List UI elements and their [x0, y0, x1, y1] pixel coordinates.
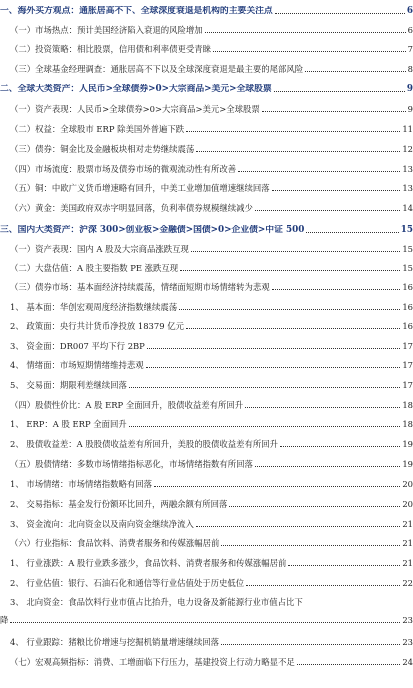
toc-entry[interactable]	[0, 538, 413, 548]
toc-entry-title: （二）投资策略：相比股票，信用债和利率债更受青睐	[10, 44, 211, 54]
toc-page-number: 17	[402, 380, 413, 390]
toc-entry[interactable]	[0, 439, 413, 449]
dot-leader	[288, 565, 400, 566]
dot-leader	[255, 466, 400, 467]
toc-entry[interactable]	[0, 164, 413, 174]
toc-entry[interactable]	[0, 360, 413, 370]
toc-page-number: 16	[402, 321, 413, 331]
toc-entry-title: 一、海外买方观点：通胀居高不下、全球深度衰退是机构的主要关注点	[0, 6, 273, 16]
toc-page-number: 18	[402, 400, 413, 410]
toc-page-number: 15	[402, 244, 413, 254]
toc-entry-title: （二）权益：全球股市 ERP 除美国外普遍下跌	[10, 124, 185, 134]
toc-page-number: 23	[402, 637, 413, 647]
toc-entry[interactable]	[0, 578, 413, 588]
toc-entry[interactable]	[0, 225, 413, 235]
toc-entry[interactable]	[0, 459, 413, 469]
toc-page-number: 23	[402, 615, 413, 625]
dot-leader	[272, 190, 401, 191]
toc-entry-title: 3、 资金流向：北向资金以及南向资金继续净流入	[10, 519, 194, 529]
toc-entry-title: （五）铜：中欧广义货币增速略有回升，中美工业增加值增速继续回落	[10, 183, 270, 193]
toc-page-number: 11	[402, 124, 413, 134]
toc-page-number: 20	[402, 479, 413, 489]
toc-page-number: 20	[402, 499, 413, 509]
toc-entry-title: （一）资产表现：人民币>全球债券>0>大宗商品>美元>全球股票	[10, 104, 260, 114]
toc-entry-title: 2、 股债收益差：A 股股债收益差有所回升，美股的股债收益差有所回升	[10, 439, 278, 449]
toc-page-number: 17	[402, 360, 413, 370]
toc-entry[interactable]	[0, 597, 413, 607]
toc-entry[interactable]	[0, 25, 413, 35]
toc-entry[interactable]	[0, 341, 413, 351]
toc-entry-title: （三）全球基金经理调查：通胀居高不下以及全球深度衰退是最主要的尾部风险	[10, 64, 304, 74]
toc-page-number: 24	[402, 657, 413, 667]
toc-entry[interactable]	[0, 380, 413, 390]
toc-entry-title: 2、 政策面：央行共计货币净投放 18379 亿元	[10, 321, 184, 331]
toc-entry[interactable]	[0, 84, 413, 94]
toc-entry[interactable]	[0, 400, 413, 410]
toc-page-number: 16	[402, 302, 413, 312]
toc-entry[interactable]	[0, 6, 413, 16]
toc-entry-title: 5、 交易面：期限利差继续回落	[10, 380, 127, 390]
toc-page-number: 12	[402, 144, 413, 154]
toc-page-number: 13	[402, 183, 413, 193]
toc-page-number: 21	[402, 558, 413, 568]
dot-leader	[245, 407, 400, 408]
toc-entry[interactable]	[0, 657, 413, 667]
dot-leader	[213, 51, 406, 52]
dot-leader	[305, 71, 406, 72]
toc-entry[interactable]	[0, 499, 413, 509]
toc-page-number: 15	[400, 225, 413, 235]
dot-leader	[196, 526, 400, 527]
toc-page-number: 13	[402, 164, 413, 174]
toc-entry[interactable]	[0, 124, 413, 134]
toc-page-number: 6	[406, 6, 413, 16]
toc-entry[interactable]	[0, 244, 413, 254]
toc-page-number: 9	[407, 104, 413, 114]
toc-page-number: 6	[407, 25, 413, 35]
dot-leader	[180, 270, 400, 271]
toc-entry[interactable]	[0, 263, 413, 273]
toc-entry[interactable]	[0, 321, 413, 331]
toc-entry[interactable]	[0, 479, 413, 489]
dot-leader	[238, 171, 400, 172]
toc-entry[interactable]	[0, 615, 413, 625]
toc-entry[interactable]	[0, 203, 413, 213]
dot-leader	[147, 348, 401, 349]
dot-leader	[191, 251, 400, 252]
dot-leader	[306, 232, 398, 233]
toc-page-number: 17	[402, 341, 413, 351]
toc-page-number: 21	[402, 538, 413, 548]
toc-entry-title: 4、 情绪面：市场短期情绪维持悲观	[10, 360, 144, 370]
toc-entry-title: 三、国内大类资产：沪深 300>创业板>金融债>国债>0>企业债>中证 500	[0, 225, 305, 235]
toc-entry-title: （四）股债性价比：A 股 ERP 全面回升，股债收益差有所回升	[10, 400, 244, 410]
dot-leader	[255, 210, 400, 211]
toc-entry-title: 二、全球大类资产：人民币>全球债券>0>大宗商品>美元>全球股票	[0, 84, 272, 94]
toc-entry-title: 1、 市场情绪：市场情绪指数略有回落	[10, 479, 152, 489]
dot-leader	[275, 13, 405, 14]
toc-page-number: 19	[402, 439, 413, 449]
dot-leader	[196, 151, 400, 152]
toc-entry-title: （六）黄金：美国政府双赤字明显回落，负利率债券规模继续减少	[10, 203, 253, 213]
dot-leader	[221, 545, 400, 546]
dot-leader	[246, 585, 400, 586]
toc-entry[interactable]	[0, 519, 413, 529]
toc-page-number: 16	[402, 282, 413, 292]
toc-entry[interactable]	[0, 183, 413, 193]
dot-leader	[221, 644, 400, 645]
dot-leader	[262, 111, 406, 112]
toc-entry[interactable]	[0, 44, 413, 54]
dot-leader	[205, 32, 406, 33]
toc-entry-title: 3、 资金面：DR007 平均下行 2BP	[10, 341, 145, 351]
toc-entry-title: （三）债券：铜金比及金融板块相对走势继续震荡	[10, 144, 195, 154]
toc-entry[interactable]	[0, 558, 413, 568]
toc-page-number: 19	[402, 459, 413, 469]
toc-entry-title: （二）大盘估值：A 股主要指数 PE 涨跌互现	[10, 263, 179, 273]
toc-entry-title: 1、 基本面：华创宏观周度经济指数继续震荡	[10, 302, 178, 312]
toc-page-number: 18	[402, 419, 413, 429]
toc-entry[interactable]	[0, 282, 413, 292]
toc-entry[interactable]	[0, 64, 413, 74]
dot-leader	[186, 328, 400, 329]
toc-entry-title: 1、 ERP：A 股 ERP 全面回升	[10, 419, 127, 429]
toc-entry[interactable]	[0, 104, 413, 114]
dot-leader	[10, 622, 400, 623]
dot-leader	[280, 446, 400, 447]
dot-leader	[146, 367, 401, 368]
toc-page-number: 7	[407, 44, 413, 54]
toc-page-number: 21	[402, 519, 413, 529]
toc-entry[interactable]	[0, 637, 413, 647]
toc-page-number: 9	[406, 84, 413, 94]
dot-leader	[274, 91, 405, 92]
dot-leader	[129, 387, 400, 388]
toc-entry-title: （三）债券市场：基本面经济持续震荡，情绪面短期市场情绪转为悲观	[10, 282, 270, 292]
toc-entry-title: 1、 行业涨跌：A 股行业跌多涨少，食品饮料、消费者服务和传媒涨幅居前	[10, 558, 287, 568]
toc-entry-title: （六）行业指标：食品饮料、消费者服务和传媒涨幅居前	[10, 538, 220, 548]
toc-page-number: 22	[402, 578, 413, 588]
toc-entry-title: 2、 行业估值：银行、石油石化和通信等行业估值处于历史低位	[10, 578, 245, 588]
toc-entry[interactable]	[0, 144, 413, 154]
dot-leader	[229, 506, 400, 507]
toc-page-number: 8	[407, 64, 413, 74]
toc-entry[interactable]	[0, 419, 413, 429]
dot-leader	[297, 664, 401, 665]
toc-entry-title: （一）市场热点：预计美国经济陷入衰退的风险增加	[10, 25, 203, 35]
toc-entry-title: （七）宏观高频指标：消费、工增面临下行压力，基建投资上行动力略显不足	[10, 657, 295, 667]
toc-entry-title: 降	[0, 615, 9, 625]
dot-leader	[272, 289, 401, 290]
toc-page-number: 14	[402, 203, 413, 213]
dot-leader	[179, 309, 400, 310]
dot-leader	[186, 131, 400, 132]
toc-entry[interactable]	[0, 302, 413, 312]
toc-entry-title: （四）市场流度：股票市场及债券市场的微观流动性有所改善	[10, 164, 237, 174]
toc-entry-title: 3、 北向资金：食品饮料行业市值占比抬升，电力设备及新能源行业市值占比下	[10, 597, 303, 607]
dot-leader	[154, 486, 400, 487]
toc-entry-title: 2、 交易指标：基金发行份额环比回升，两融余额有所回落	[10, 499, 228, 509]
toc-page-number: 15	[402, 263, 413, 273]
toc-entry-title: 4、 行业跟踪：猪粮比价增速与挖掘机销量增速继续回落	[10, 637, 219, 647]
toc-entry-title: （五）股债情绪：多数市场情绪指标恶化，市场情绪指数有所回落	[10, 459, 253, 469]
toc-entry-title: （一）资产表现：国内 A 股及大宗商品涨跌互现	[10, 244, 189, 254]
dot-leader	[129, 426, 401, 427]
